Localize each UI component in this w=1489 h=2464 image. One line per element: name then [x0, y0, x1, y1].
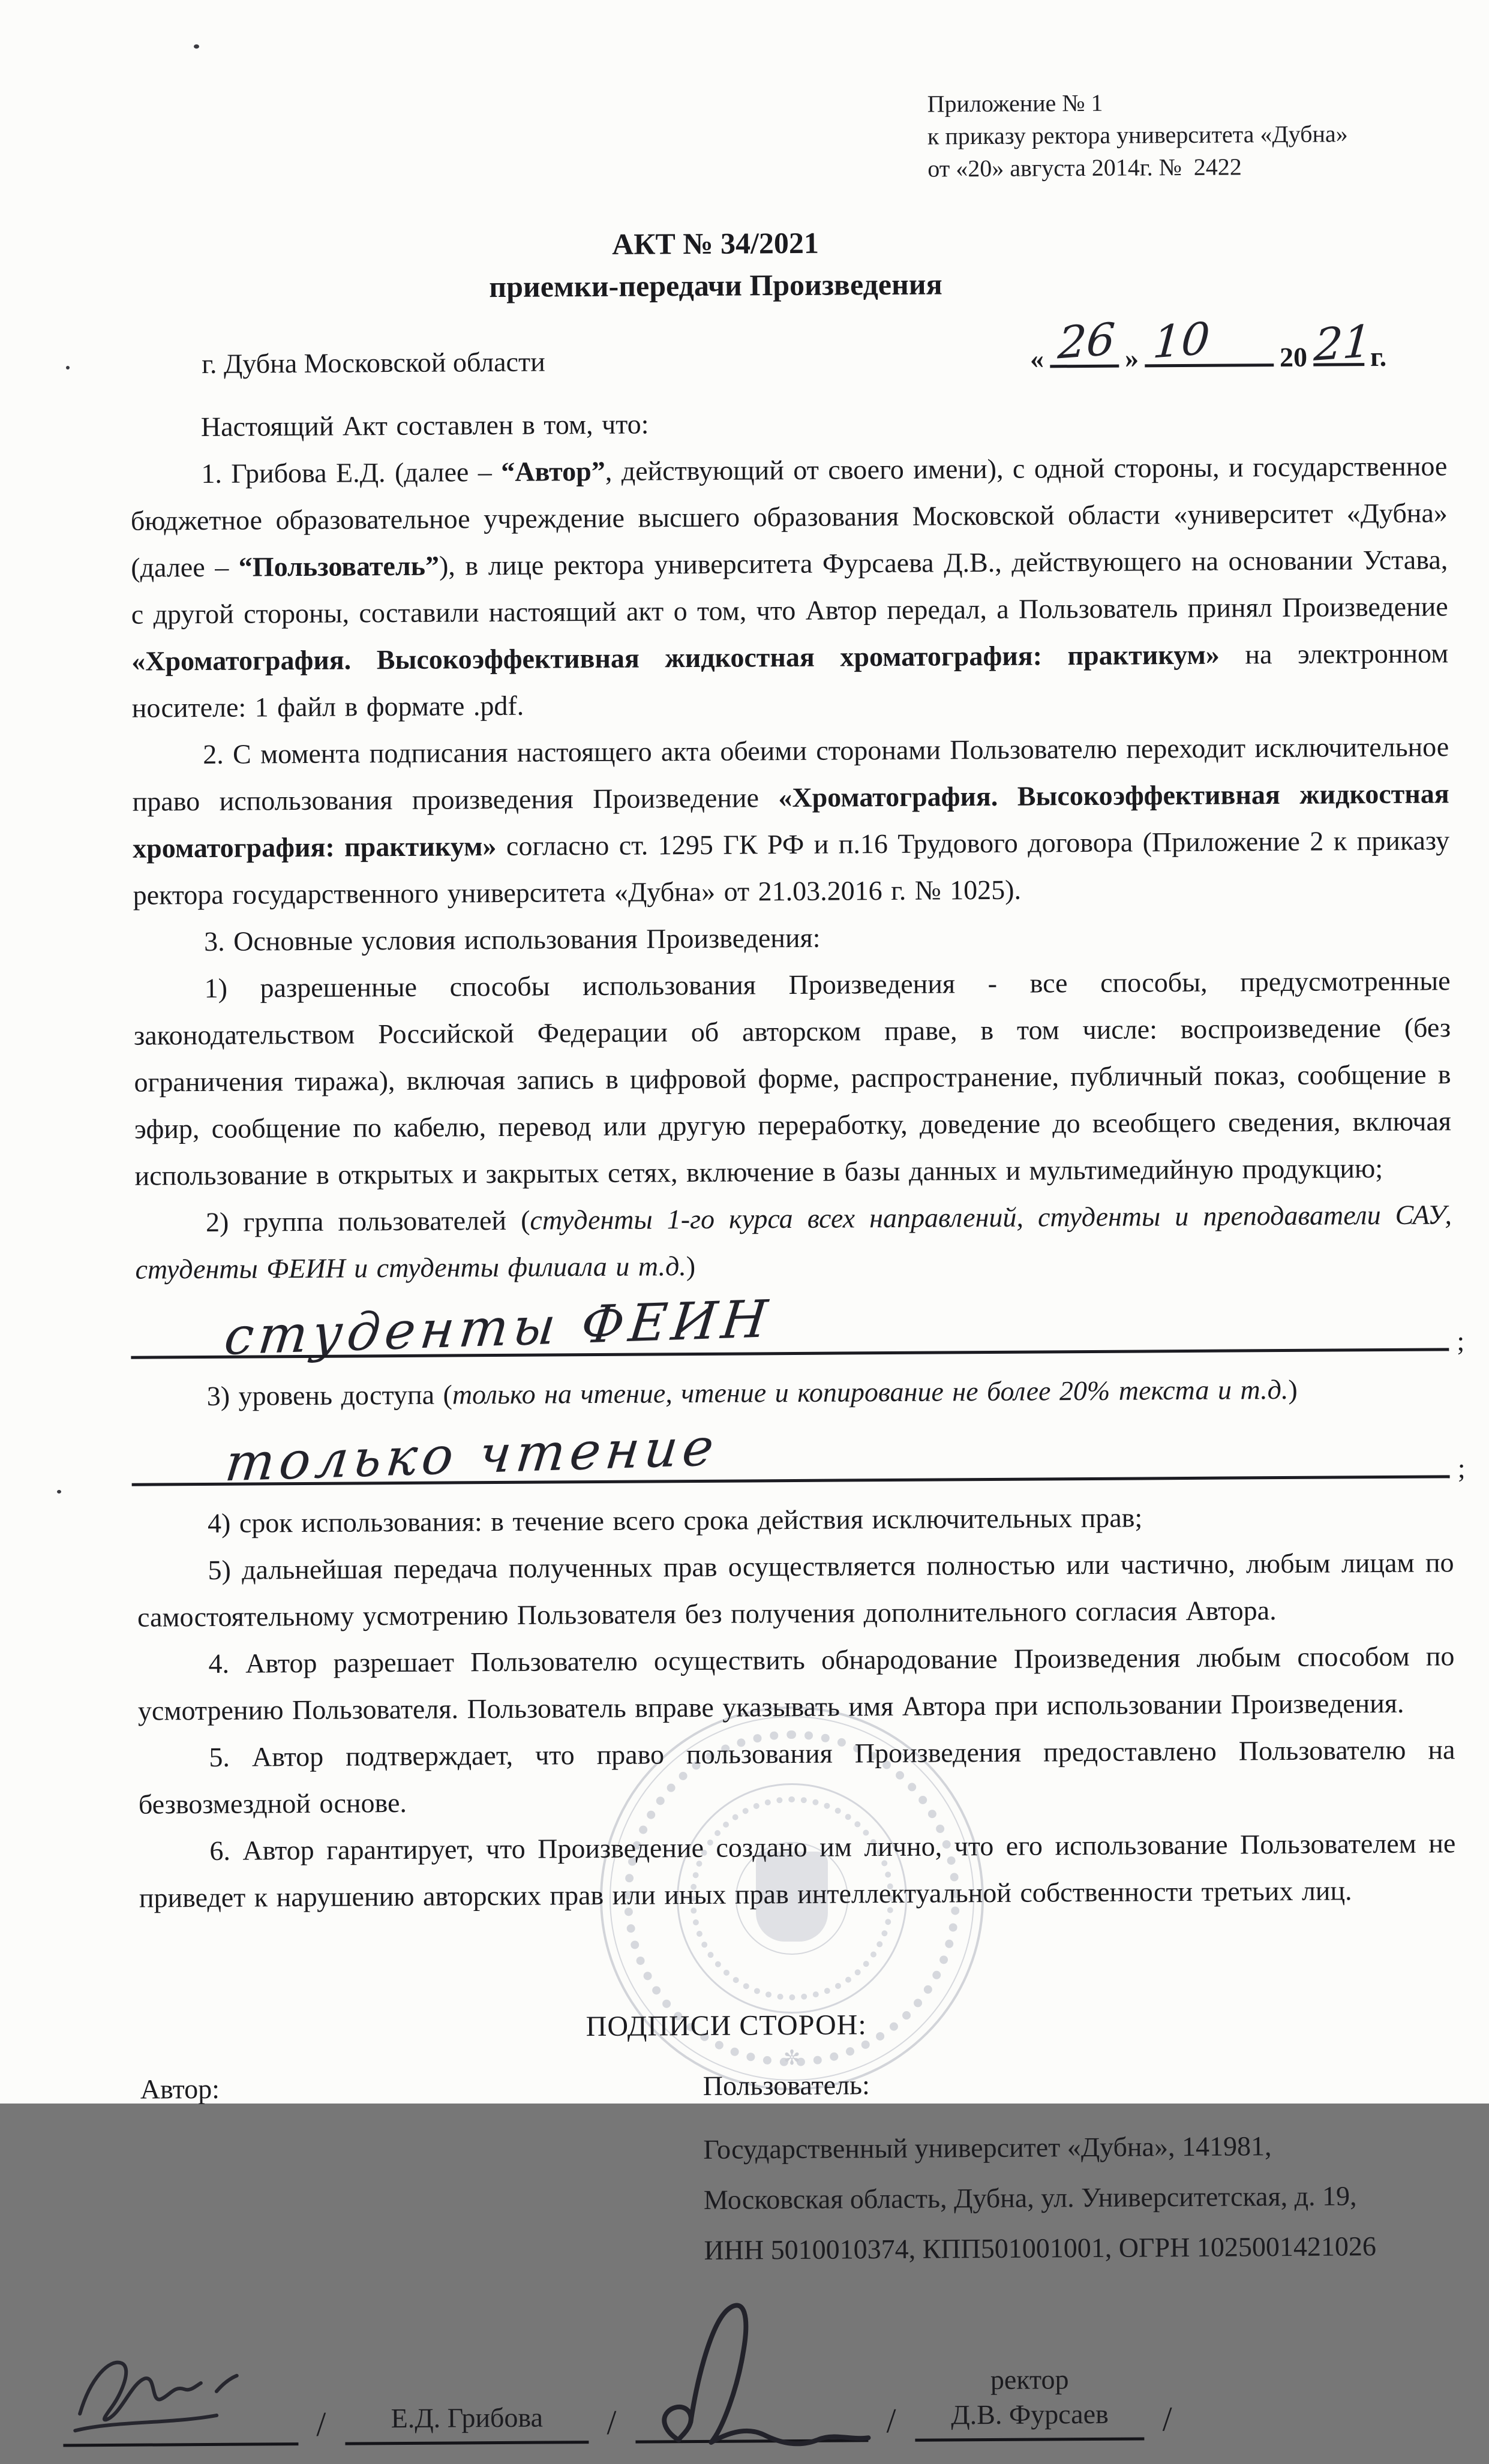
- paragraph-item-5: 5. Автор подтверждает, что право пользования Произведения предоставлено Пользователю на безвозмездной основе.: [138, 1734, 1455, 1820]
- slash-separator: /: [1162, 2399, 1172, 2439]
- semicolon: ;: [1457, 1326, 1465, 1357]
- user-group-fill-line: [136, 1287, 1465, 1368]
- user-detail-line: ИНН 5010010374, КПП501001001, ОГРН 1025001421026: [704, 2231, 1377, 2265]
- rector-title: ректор: [990, 2364, 1069, 2396]
- author-signature-line: [63, 2351, 299, 2447]
- paragraph-item-4: 4. Автор разрешает Пользователю осуществить обнародование Произведения любым способом по усмотрению Пользователя. Пользователь вправе указывать имя Автора при использовании Произведения.: [137, 1640, 1455, 1726]
- parties-row: [140, 2065, 1458, 2279]
- act-title-block: [57, 218, 1374, 310]
- close-quote: »: [1124, 342, 1139, 374]
- paragraph-item-2: 2. С момента подписания настоящего акта обеими сторонами Пользователю переходит исключительное право использования произведения Произведение «Хроматография. Высокоэффективная жидкостная хроматография: практикум» согласно ст. 1295 ГК РФ и п.16 Трудового договора (Приложение 2 к приказу ректора государственного университета «Дубна» от 21.03.2016 г. № 1025).: [132, 731, 1450, 911]
- year-prefix: 20: [1279, 341, 1308, 373]
- paragraph-item-6: 6. Автор гарантирует, что Произведение создано им лично, что его использование Пользователем не приведет к нарушению авторских прав или иных прав интеллектуальной собственности третьих лиц.: [139, 1828, 1456, 1913]
- paragraph-condition-4: 4) срок использования: в течение всего срока действия исключительных прав;: [207, 1502, 1143, 1539]
- scan-artifact: [57, 1490, 61, 1494]
- scan-artifact: [194, 44, 199, 49]
- signature-row: [62, 2338, 1459, 2447]
- paragraph-item-3: 3. Основные условия использования Произведения:: [203, 922, 821, 957]
- rector-name: Д.В. Фурсаев: [951, 2398, 1109, 2430]
- signatures-heading: ПОДПИСИ СТОРОН:: [586, 2009, 867, 2043]
- paragraph-condition-3: 3) уровень доступа (только на чтение, чтение и копирование не более 20% текста и т.д.): [206, 1374, 1298, 1411]
- year-label: г.: [1370, 341, 1387, 372]
- author-name: Е.Д. Грибова: [391, 2402, 544, 2434]
- slash-separator: /: [316, 2404, 326, 2444]
- handwritten-user-group: студенты ФЕИН: [221, 1289, 775, 1367]
- rector-signature-stroke: [620, 2297, 903, 2461]
- author-party: [140, 2070, 704, 2279]
- act-body: [130, 396, 1466, 1921]
- author-signature-stroke: [66, 2340, 283, 2456]
- handwritten-year: 21: [1312, 315, 1373, 371]
- paragraph-intro: Настоящий Акт составлен в том, что:: [200, 408, 649, 443]
- handwritten-day: 26: [1056, 313, 1117, 369]
- user-label: Пользователь:: [703, 2069, 870, 2101]
- paragraph-item-1: 1. Грибова Е.Д. (далее – “Автор”, действующий от своего имени), с одной стороны, и государственное бюджетное образовательное учреждение высшего образования Московской области «университет «Дубна» (далее – “Пользователь”), в лице ректора университета Фурсаева Д.В., действующего на основании Устава, с другой стороны, составили настоящий акт о том, что Автор передал, а Пользователь принял Произведение «Хроматография. Высокоэффективная жидкостная хроматография: практикум» на электронном носителе: 1 файл в формате .pdf.: [130, 450, 1449, 723]
- annex-line: к приказу ректора университета «Дубна»: [927, 120, 1348, 150]
- place-label: г. Дубна Московской области: [202, 346, 545, 379]
- handwritten-access-level: только чтение: [222, 1417, 722, 1494]
- user-detail-line: Московская область, Дубна, ул. Университетская, д. 19,: [703, 2180, 1357, 2215]
- act-subtitle: приемки-передачи Произведения: [489, 267, 942, 304]
- act-title: АКТ № 34/2021: [611, 226, 819, 261]
- rector-signature-line: [635, 2348, 869, 2443]
- date-field: [1029, 312, 1387, 375]
- month-blank: [1145, 312, 1274, 369]
- paragraph-condition-5: 5) дальнейшая передача полученных прав осуществляется полностью или частично, любым лицам по самостоятельному усмотрению Пользователя без получения дополнительного согласия Автора.: [137, 1547, 1454, 1633]
- user-detail-line: Государственный университет «Дубна», 141981,: [703, 2131, 1272, 2165]
- document-content: [128, 0, 1466, 2447]
- day-blank: [1050, 313, 1119, 369]
- annex-line: от «20» августа 2014г. № 2422: [927, 153, 1242, 182]
- access-level-fill-line: [136, 1414, 1466, 1495]
- rector-name-line: [915, 2340, 1145, 2441]
- handwritten-month: 10: [1151, 312, 1212, 369]
- author-name-line: [345, 2343, 589, 2445]
- paragraph-condition-1: 1) разрешенные способы использования Произведения - все способы, предусмотренные законодательством Российской Федерации об авторском праве, в том числе: воспроизведение (без ограничения тиража), включая запись в цифровой форме, распространение, публичный показ, сообщение в эфир, сообщение по кабелю, перевод или другую переработку, доведение до всеобщего сведения, включая использование в открытых и закрытых сетях, включение в базы данных и мультимедийную продукцию;: [133, 965, 1452, 1191]
- seal-star-icon: ✼: [783, 2046, 801, 2070]
- slash-separator: /: [607, 2402, 617, 2442]
- paragraph-condition-2: 2) группа пользователей (студенты 1-го курса всех направлений, студенты и преподаватели САУ, студенты ФЕИН и студенты филиала и т.д.): [135, 1199, 1452, 1285]
- scan-artifact: [66, 366, 70, 369]
- user-party: [703, 2066, 1376, 2276]
- user-details: [703, 2120, 1376, 2276]
- annex-line: Приложение № 1: [927, 89, 1103, 118]
- semicolon: ;: [1457, 1453, 1466, 1484]
- place-date-row: [130, 312, 1446, 380]
- author-label: Автор:: [140, 2073, 220, 2105]
- annex-note: [927, 85, 1445, 185]
- slash-separator: /: [886, 2400, 896, 2441]
- year-blank: [1312, 315, 1373, 371]
- open-quote: «: [1029, 343, 1044, 374]
